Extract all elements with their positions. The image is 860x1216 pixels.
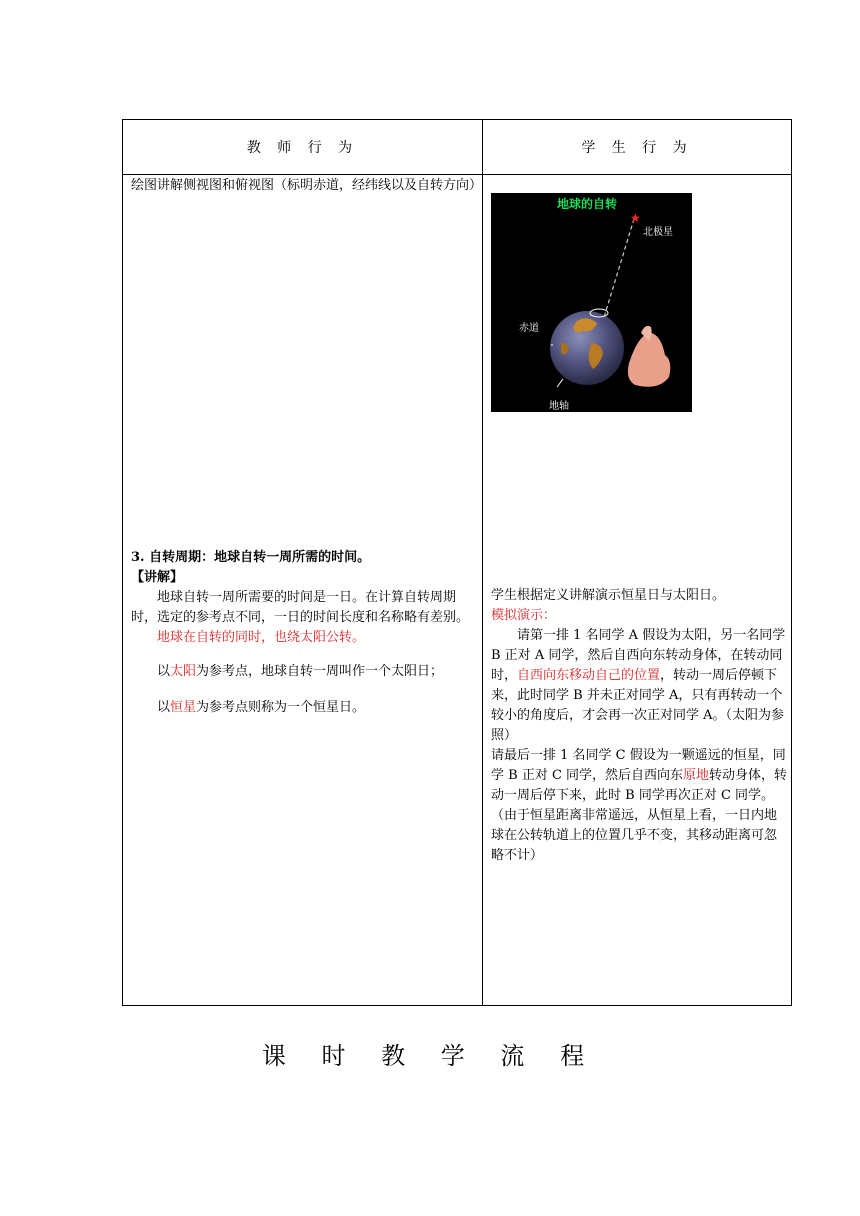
header-student: 学 生 行 为 xyxy=(581,140,693,156)
header-teacher: 教 师 行 为 xyxy=(246,140,359,156)
demo-solar-prefix: 请第一排 1 名同学 A 假设为太阳，另一名同学 B 正对 A 同学，然后自西向东转动身体，在转动同时， xyxy=(491,628,786,683)
teacher-intro: 绘图讲解侧视图和俯视图（标明赤道，经纬线以及自转方向） xyxy=(131,178,483,193)
demo-sidereal xyxy=(491,746,789,866)
para-solar-prefix: 以 xyxy=(157,664,171,679)
para-sidereal-prefix: 以 xyxy=(157,700,171,715)
lesson-table xyxy=(122,119,792,1006)
demo-label: 模拟演示： xyxy=(491,608,557,623)
label-axis: 地轴 xyxy=(549,401,569,412)
para-solar-day xyxy=(131,658,477,686)
demo-solar-suffix: ，转动一周后停顿下来，此时同学 B 并未正对同学 A，只有再转动一个较小的角度后，才会再一次正对同学 A。（太阳为参照） xyxy=(491,668,785,743)
star-icon: ★ xyxy=(630,211,641,225)
earth-rotation-image xyxy=(491,193,692,412)
label-polaris: 北极星 xyxy=(643,227,673,238)
column-divider xyxy=(482,120,483,1005)
student-intro: 学生根据定义讲解演示恒星日与太阳日。 xyxy=(491,588,726,603)
demo-solar-highlight: 自西向东移动自己的位置 xyxy=(517,668,661,683)
para-sidereal-highlight: 恒星 xyxy=(170,700,197,715)
para-revolution: 地球在自转的同时，也绕太阳公转。 xyxy=(157,630,366,645)
section-title: 3. 自转周期：地球自转一周所需的时间。 xyxy=(131,550,371,565)
para-sidereal-day xyxy=(131,698,477,718)
student-section xyxy=(491,586,789,866)
lecture-label: 【讲解】 xyxy=(131,570,184,585)
demo-sidereal-suffix: 转动身体，转动一周后停下来，此时 B 同学再次正对 C 同学。（由于恒星距离非常遥远，从恒星上看，一日内地球在公转轨道上的位置几乎不变，其移动距离可忽略不计） xyxy=(491,768,788,863)
demo-solar xyxy=(491,626,789,746)
label-equator: 赤道 xyxy=(519,323,539,334)
para-solar-suffix: 为参考点，地球自转一周叫作一个太阳日； xyxy=(196,664,444,679)
demo-sidereal-prefix: 请最后一排 1 名同学 C 假设为一颗遥远的恒星，同学 B 正对 C 同学，然后自西向东 xyxy=(491,748,786,783)
para-solar-highlight: 太阳 xyxy=(170,664,197,679)
image-title: 地球的自转 xyxy=(557,197,618,211)
footer-title: 课 时 教 学 流 程 xyxy=(261,1042,599,1070)
para-sidereal-suffix: 为参考点则称为一个恒星日。 xyxy=(196,700,366,715)
header-divider xyxy=(123,174,791,175)
para-day-definition: 地球自转一周所需要的时间是一日。在计算自转周期时，选定的参考点不同，一日的时间长度和名称略有差别。 xyxy=(131,590,470,625)
demo-sidereal-highlight: 原地 xyxy=(683,768,710,783)
teacher-section xyxy=(131,548,477,718)
